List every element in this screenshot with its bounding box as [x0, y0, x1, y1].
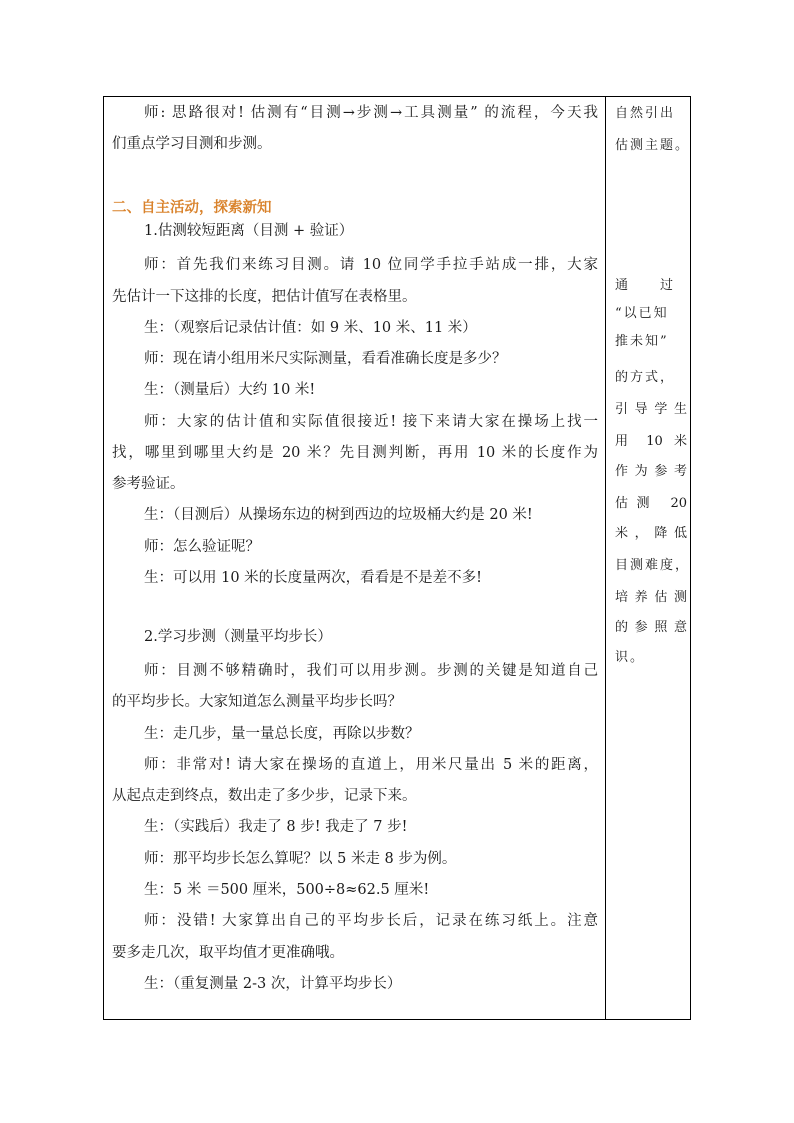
- text-line: 师：怎么验证呢？: [144, 539, 260, 555]
- text-line: 生：可以用 10 米的长度量两次，看看是不是差不多!: [144, 570, 482, 586]
- text-line: 生：5 米 ＝500 厘米，500÷8≈62.5 厘米!: [144, 882, 430, 898]
- text-line: 要多走几次，取平均值才更准确哦。: [112, 945, 344, 961]
- side-note-line: 作为参考: [615, 464, 687, 479]
- text-line: 师：现在请小组用米尺实际测量，看看准确长度是多少？: [144, 351, 507, 367]
- text-line: 师：没错! 大家算出自己的平均步长后，记录在练习纸上。注意: [144, 913, 598, 929]
- text-line: 的平均步长。大家知道怎么测量平均步长吗？: [112, 694, 402, 710]
- text-line: 师：非常对! 请大家在操场的直道上，用米尺量出 5 米的距离，: [144, 757, 598, 773]
- section-heading: 二、自主活动，探索新知: [112, 200, 272, 216]
- side-note-line: 用 10 米: [615, 434, 687, 449]
- side-note-line: 推未知”: [615, 334, 669, 349]
- text-line: 们重点学习目测和步测。: [112, 136, 272, 152]
- text-line: 师：目测不够精确时，我们可以用步测。步测的关键是知道自己: [144, 663, 598, 679]
- text-line: 先估计一下这排的长度，把估计值写在表格里。: [112, 289, 417, 305]
- subsection-title: 2.学习步测（测量平均步长）: [144, 629, 332, 645]
- side-note-line: 米，降低: [615, 526, 687, 541]
- lesson-plan-table: [103, 96, 691, 1020]
- side-note-line: 识。: [615, 650, 646, 665]
- text-line: 从起点走到终点，数出走了多少步，记录下来。: [112, 788, 417, 804]
- subsection-title: 1.估测较短距离（目测 + 验证）: [144, 223, 354, 239]
- side-note-line: “以已知: [615, 306, 669, 321]
- text-line: 生：（目测后）从操场东边的树到西边的垃圾桶大约是 20 米!: [144, 507, 533, 523]
- text-line: 生：（观察后记录估计值：如 9 米、10 米、11 米）: [144, 320, 477, 336]
- design-intent-cell: [606, 97, 690, 1019]
- text-line: 生：（重复测量 2-3 次，计算平均步长）: [144, 976, 402, 992]
- side-note-line: 的方式，: [615, 370, 676, 385]
- text-line: 生：（实践后）我走了 8 步! 我走了 7 步!: [144, 819, 408, 835]
- side-note-line: 通 过: [615, 278, 676, 293]
- teaching-process-cell: [104, 97, 606, 1019]
- side-note-line: 培养估测: [615, 590, 687, 605]
- text-line: 师：大家的估计值和实际值很接近! 接下来请大家在操场上找一: [144, 414, 598, 430]
- side-note-line: 引导学生: [615, 402, 687, 417]
- text-line: 师: 思路很对! 估测有“目测→步测→工具测量” 的流程，今天我: [144, 105, 598, 121]
- side-note-line: 估测主题。: [615, 138, 691, 153]
- text-line: 生：（测量后）大约 10 米!: [144, 382, 316, 398]
- text-line: 找，哪里到哪里大约是 20 米？先目测判断，再用 10 米的长度作为: [112, 445, 598, 461]
- text-line: 师：那平均步长怎么算呢？以 5 米走 8 步为例。: [144, 851, 457, 867]
- text-line: 师：首先我们来练习目测。请 10 位同学手拉手站成一排，大家: [144, 257, 598, 273]
- text-line: 参考验证。: [112, 476, 185, 492]
- side-note-line: 估测 20: [615, 496, 687, 511]
- text-line: 生：走几步，量一量总长度，再除以步数？: [144, 726, 420, 742]
- side-note-line: 自然引出: [615, 106, 676, 121]
- side-note-line: 的参照意: [615, 620, 687, 635]
- side-note-line: 目测难度，: [615, 558, 691, 573]
